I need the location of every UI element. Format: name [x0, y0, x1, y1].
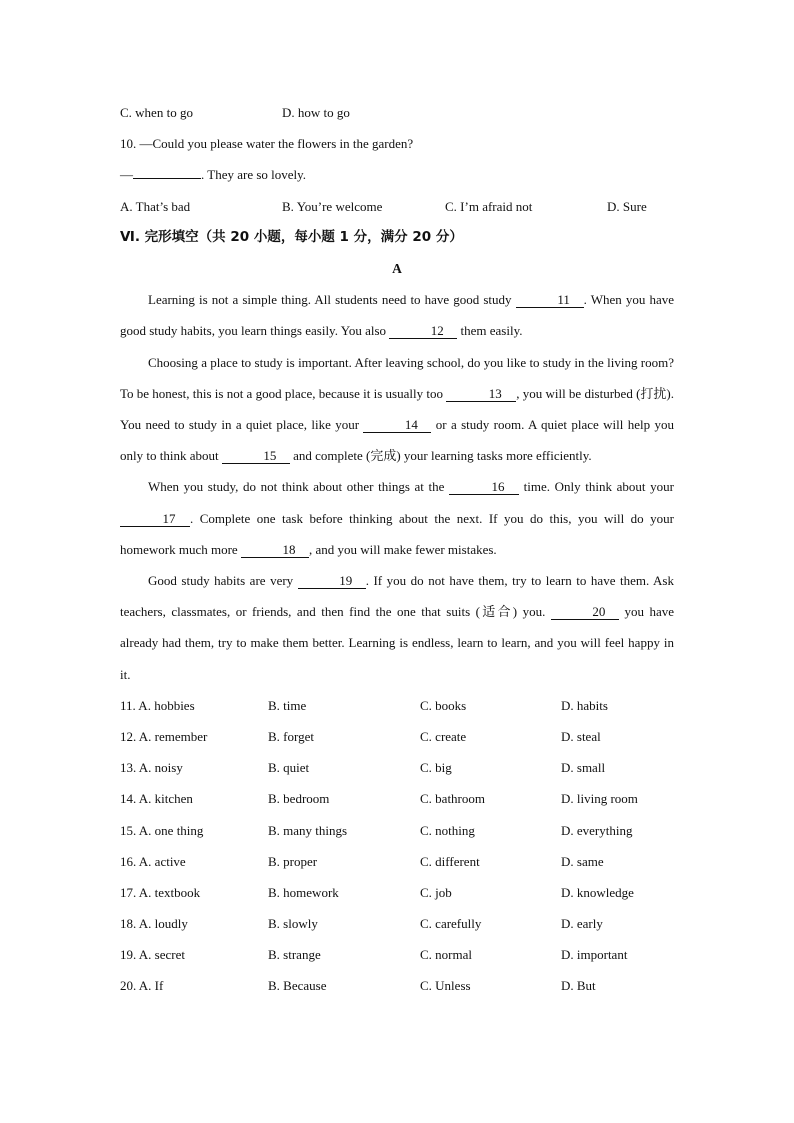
passage-paragraph-1: Learning is not a simple thing. All students need to have good study 11 . When you have good study habits, you learn things easily. You also 12 them easily.	[120, 292, 674, 339]
answer-row-14: 14. A. kitchen B. bedroom C. bathroom D. living room	[120, 791, 638, 807]
blank-11: 11	[516, 292, 584, 308]
passage-paragraph-2: Choosing a place to study is important. After leaving school, do you like to study in the living room? To be honest, this is not a good place, because it is usually too 13 , you will be disturbed (打扰). You need to study in a quiet place, like your 14 or a study room. A quiet place will help you only to think about 15 and complete (完成) your learning tasks more efficiently.	[120, 354, 674, 464]
section-title: Ⅵ. 完形填空（共 20 小题，每小题 1 分，满分 20 分）	[120, 228, 463, 245]
exam-page	[120, 97, 674, 1002]
answer-row-11: 11. A. hobbies B. time C. books D. habits	[120, 697, 608, 713]
blank-15: 15	[222, 448, 290, 464]
option-d: D. how to go	[282, 105, 350, 120]
blank-18: 18	[241, 542, 309, 558]
answer-blank	[133, 178, 201, 179]
answer-row-19: 19. A. secret B. strange C. normal D. important	[120, 947, 628, 963]
option-c: C. I’m afraid not	[445, 198, 533, 214]
blank-19: 19	[298, 573, 366, 589]
answer-row-18: 18. A. loudly B. slowly C. carefully D. early	[120, 916, 603, 932]
passage-paragraph-3: When you study, do not think about other things at the 16 time. Only think about your 17 . Complete one task before thinking about the next. If you do this, you will do your homework much more 18 , and you will make fewer mistakes.	[120, 479, 674, 557]
option-a: A. That’s bad	[120, 198, 191, 214]
passage-paragraph-4: Good study habits are very 19 . If you do not have them, try to learn to have them. Ask teachers, classmates, or friends, and then find the one that suits (适合) you. 20 you have already had them, try to make them better. Learning is endless, learn to learn, and you will feel happy in it.	[120, 572, 675, 682]
answer-row-13: 13. A. noisy B. quiet C. big D. small	[120, 760, 606, 776]
answer-row-15: 15. A. one thing B. many things C. nothing D. everything	[120, 822, 633, 838]
q9-options-continued	[120, 97, 674, 128]
blank-14: 14	[363, 417, 431, 433]
blank-12: 12	[389, 323, 457, 339]
blank-13: 13	[446, 386, 516, 402]
option-b: B. You’re welcome	[282, 198, 383, 214]
option-d: D. Sure	[607, 198, 647, 214]
answer-row-20: 20. A. If B. Because C. Unless D. But	[120, 978, 596, 994]
q10-stem: 10. —Could you please water the flowers in the garden?	[120, 136, 414, 152]
option-c: C. when to go	[120, 105, 193, 120]
blank-16: 16	[449, 479, 519, 495]
answer-row-16: 16. A. active B. proper C. different D. same	[120, 853, 604, 869]
q10-options	[120, 191, 674, 222]
q10-reply: — . They are so lovely.	[120, 167, 307, 183]
answer-options-list	[120, 690, 674, 1002]
answer-row-17: 17. A. textbook B. homework C. job D. knowledge	[120, 884, 634, 900]
blank-20: 20	[551, 604, 619, 620]
blank-17: 17	[120, 511, 190, 527]
answer-row-12: 12. A. remember B. forget C. create D. steal	[120, 728, 601, 744]
section-subtitle: A	[392, 260, 402, 276]
